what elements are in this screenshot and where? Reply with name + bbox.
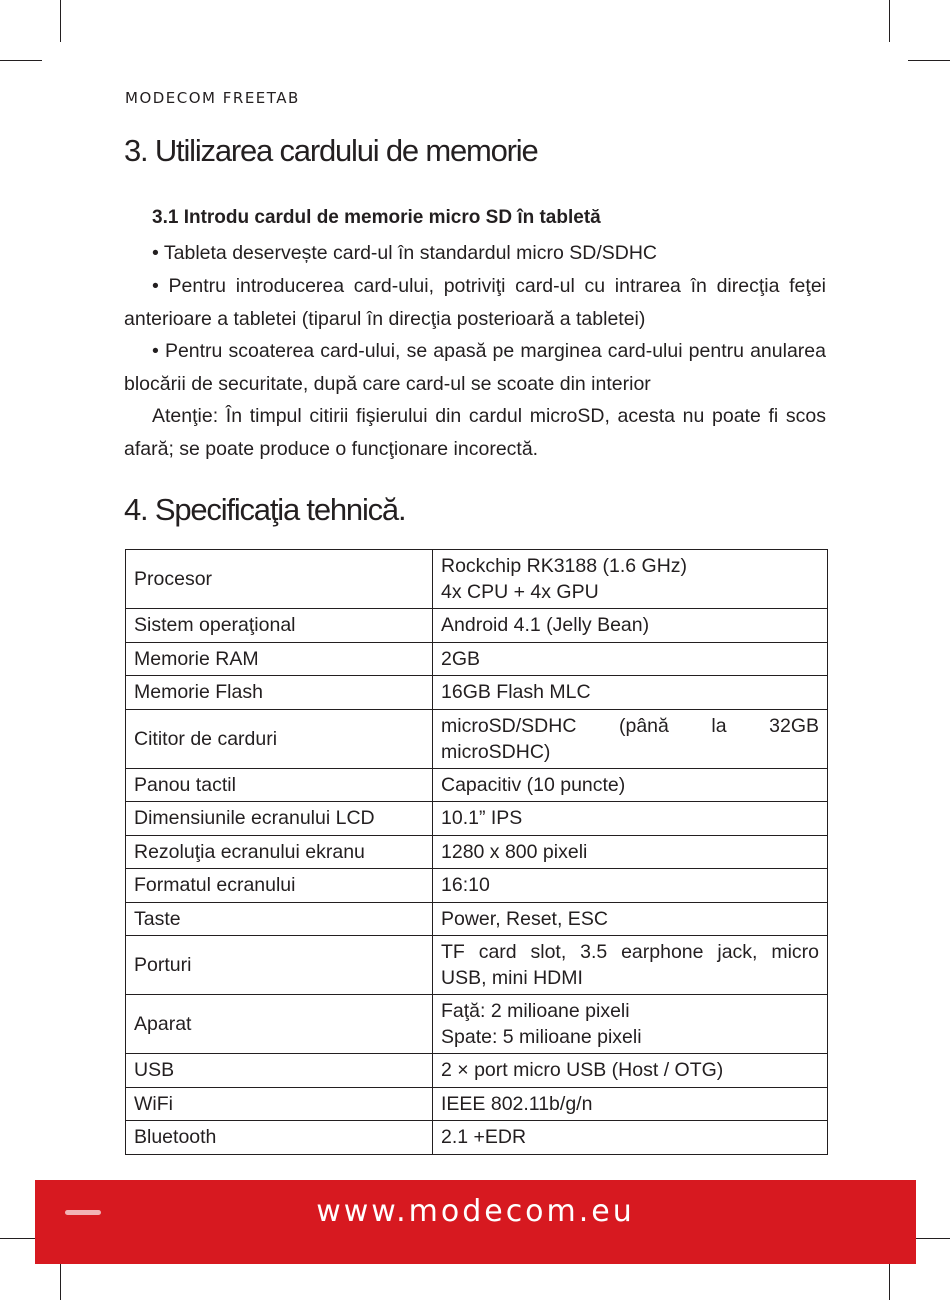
spec-label: Taste [126,902,433,936]
footer-banner [35,1180,916,1264]
crop-mark [908,60,950,61]
spec-value: Capacitiv (10 puncte) [433,768,828,802]
table-row [126,835,828,869]
spec-label: WiFi [126,1087,433,1121]
spec-label: Memorie Flash [126,676,433,710]
table-row [126,1121,828,1155]
table-row [126,609,828,643]
table-row [126,936,828,995]
spec-label: Formatul ecranului [126,869,433,903]
table-row [126,709,828,768]
crop-mark [0,60,42,61]
crop-mark [889,1258,890,1300]
paragraph: • Pentru introducerea card-ului, potriviţi card-ul cu intrarea în direcţia feţei anterioare a tabletei (tiparul în direcţia posterioară a tabletei) [124,275,826,330]
section-3-1-subtitle: 3.1 Introdu cardul de memorie micro SD în tabletă [152,207,601,228]
table-row [126,676,828,710]
spec-label: Bluetooth [126,1121,433,1155]
spec-value: 1280 x 800 pixeli [433,835,828,869]
spec-value: 10.1” IPS [433,802,828,836]
spec-value: Rockchip RK3188 (1.6 GHz) 4x CPU + 4x GPU [433,550,828,609]
table-row [126,1054,828,1088]
spec-label: Procesor [126,550,433,609]
crop-mark [60,1258,61,1300]
spec-label: Sistem operaţional [126,609,433,643]
spec-value: 16GB Flash MLC [433,676,828,710]
spec-value: Faţă: 2 milioane pixeli Spate: 5 milioane pixeli [433,995,828,1054]
paragraph: • Tableta deservește card-ul în standardul micro SD/SDHC [152,242,658,264]
spec-label: USB [126,1054,433,1088]
spec-value: 2GB [433,642,828,676]
spec-value: 16:10 [433,869,828,903]
section-3-title: 3. Utilizarea cardului de memorie [124,133,538,168]
website-url: www.modecom.eu [316,1194,635,1229]
spec-value: 2 × port micro USB (Host / OTG) [433,1054,828,1088]
table-row [126,995,828,1054]
table-row [126,902,828,936]
paragraph: Atenţie: În timpul citirii fişierului din cardul microSD, acesta nu poate fi scos afară; se poate produce o funcţionare incorectă. [124,405,826,460]
spec-table [125,549,828,1155]
spec-label: Rezoluţia ecranului ekranu [126,835,433,869]
spec-value: Power, Reset, ESC [433,902,828,936]
table-row [126,642,828,676]
spec-value: TF card slot, 3.5 earphone jack, micro USB, mini HDMI [433,936,828,995]
running-header: MODECOM FREETAB [125,89,300,107]
spec-label: Dimensiunile ecranului LCD [126,802,433,836]
paragraph: • Pentru scoaterea card-ului, se apasă pe marginea card-ului pentru anularea blocării de securitate, după care card-ul se scoate din interior [124,340,826,395]
spec-label: Porturi [126,936,433,995]
spec-label: Panou tactil [126,768,433,802]
crop-mark [889,0,890,42]
spec-label: Aparat [126,995,433,1054]
table-row [126,802,828,836]
table-row [126,768,828,802]
spec-value: Android 4.1 (Jelly Bean) [433,609,828,643]
section-4-title: 4. Specificaţia tehnică. [124,492,406,527]
table-row [126,550,828,609]
spec-value: microSD/SDHC (până la 32GB microSDHC) [433,709,828,768]
table-row [126,1087,828,1121]
spec-label: Memorie RAM [126,642,433,676]
spec-label: Cititor de carduri [126,709,433,768]
table-row [126,869,828,903]
spec-value: IEEE 802.11b/g/n [433,1087,828,1121]
crop-mark [60,0,61,42]
spec-value: 2.1 +EDR [433,1121,828,1155]
